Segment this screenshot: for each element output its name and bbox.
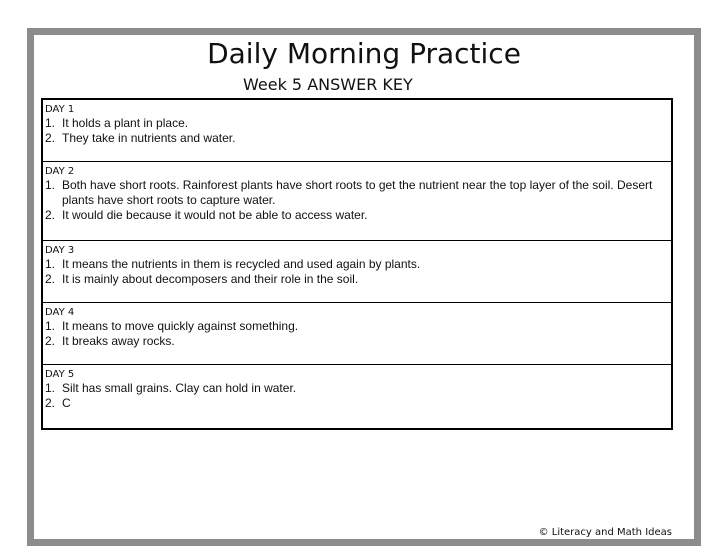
answer-number: 2. xyxy=(45,396,56,410)
day-4-box xyxy=(43,303,671,365)
page-frame xyxy=(27,28,701,546)
answer-text: They take in nutrients and water. xyxy=(62,131,236,145)
answer-number: 1. xyxy=(45,178,56,192)
answer-number: 2. xyxy=(45,131,56,145)
answer-number: 2. xyxy=(45,272,56,286)
copyright-notice: © Literacy and Math Ideas xyxy=(538,527,672,538)
answer-item xyxy=(45,116,671,131)
answer-text: It holds a plant in place. xyxy=(62,116,189,130)
answer-text: It would die because it would not be able to access water. xyxy=(62,208,368,222)
answer-number: 2. xyxy=(45,208,56,222)
day-2-box xyxy=(43,162,671,241)
answer-item xyxy=(45,396,671,411)
answer-number: 1. xyxy=(45,381,56,395)
answer-text: Both have short roots. Rainforest plants have short roots to get the nutrient near the top layer of the soil. Desert plants have short roots to capture water. xyxy=(62,178,653,207)
day-label: DAY 1 xyxy=(45,104,75,115)
answer-number: 1. xyxy=(45,319,56,333)
answer-item xyxy=(45,319,671,334)
page-subtitle: Week 5 ANSWER KEY xyxy=(243,75,413,94)
answer-text: It is mainly about decomposers and their role in the soil. xyxy=(62,272,359,286)
answer-item xyxy=(45,381,671,396)
day-1-box xyxy=(43,100,671,162)
day-label: DAY 2 xyxy=(45,166,75,177)
answer-number: 1. xyxy=(45,116,56,130)
answer-text: It means to move quickly against something. xyxy=(62,319,299,333)
page-title: Daily Morning Practice xyxy=(207,37,521,70)
answer-item xyxy=(45,257,671,272)
answer-text: It breaks away rocks. xyxy=(62,334,175,348)
answer-item xyxy=(45,178,671,208)
answer-item xyxy=(45,334,671,349)
day-3-box xyxy=(43,241,671,303)
answer-number: 2. xyxy=(45,334,56,348)
day-label: DAY 3 xyxy=(45,245,75,256)
day-5-box xyxy=(43,365,671,428)
answer-item xyxy=(45,272,671,287)
answer-key-table xyxy=(41,98,673,430)
answer-item xyxy=(45,208,671,223)
answer-number: 1. xyxy=(45,257,56,271)
answer-text: It means the nutrients in them is recycled and used again by plants. xyxy=(62,257,421,271)
answer-text: Silt has small grains. Clay can hold in water. xyxy=(62,381,297,395)
day-label: DAY 5 xyxy=(45,369,75,380)
day-label: DAY 4 xyxy=(45,307,75,318)
answer-item xyxy=(45,131,671,146)
answer-text: C xyxy=(62,396,71,410)
